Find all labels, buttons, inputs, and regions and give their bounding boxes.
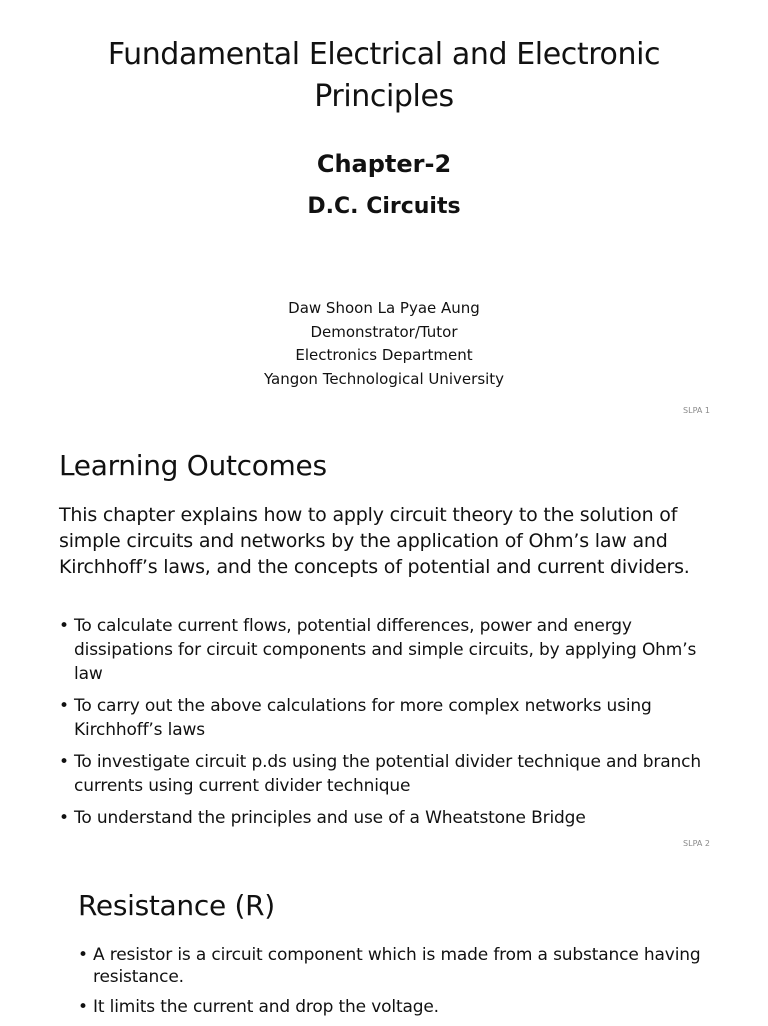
outcomes-list	[59, 614, 719, 838]
bullet-icon: •	[78, 997, 88, 1017]
list-item	[59, 614, 719, 686]
list-item-text: To calculate current flows, potential differences, power and energy dissipations for circuit components and simple circuits, by applying Ohm’s law	[74, 616, 697, 684]
intro-paragraph: This chapter explains how to apply circuit theory to the solution of simple circuits and networks by the application of Ohm’s law and Kirchhoff’s laws, and the concepts of potential and current dividers.	[59, 504, 690, 578]
bullet-icon: •	[59, 808, 69, 828]
list-item-text: To understand the principles and use of a Wheatstone Bridge	[74, 808, 586, 828]
author-block	[0, 297, 768, 391]
author-department: Electronics Department	[295, 346, 473, 364]
list-item-text: To investigate circuit p.ds using the potential divider technique and branch currents using current divider technique	[74, 752, 701, 796]
list-item-text: It limits the current and drop the voltage.	[93, 997, 439, 1017]
presentation-title: Fundamental Electrical and Electronic Principles	[107, 37, 661, 114]
list-item	[59, 806, 719, 830]
list-item	[78, 996, 718, 1018]
slide-resistance	[0, 856, 768, 1024]
author-role: Demonstrator/Tutor	[310, 322, 458, 341]
chapter-subtitle: D.C. Circuits	[307, 194, 461, 219]
bullet-icon: •	[78, 945, 88, 965]
slide-number: SLPA 2	[683, 839, 710, 848]
bullet-icon: •	[59, 752, 69, 772]
list-item-text: To carry out the above calculations for more complex networks using Kirchhoff’s laws	[74, 696, 652, 740]
list-item	[78, 944, 718, 988]
slide-title	[0, 0, 768, 428]
bullet-icon: •	[59, 616, 69, 636]
slide-heading: Resistance (R)	[78, 889, 275, 922]
chapter-label: Chapter-2	[316, 150, 452, 178]
resistance-list	[78, 944, 718, 1026]
author-institution: Yangon Technological University	[263, 369, 505, 388]
slide-learning-outcomes	[0, 428, 768, 856]
list-item	[59, 750, 719, 798]
author-name: Daw Shoon La Pyae Aung	[288, 299, 480, 317]
slide-heading: Learning Outcomes	[59, 449, 327, 482]
list-item	[59, 694, 719, 742]
slide-number: SLPA 1	[683, 406, 710, 415]
list-item-text: A resistor is a circuit component which is made from a substance having resistance.	[93, 945, 701, 987]
bullet-icon: •	[59, 696, 69, 716]
